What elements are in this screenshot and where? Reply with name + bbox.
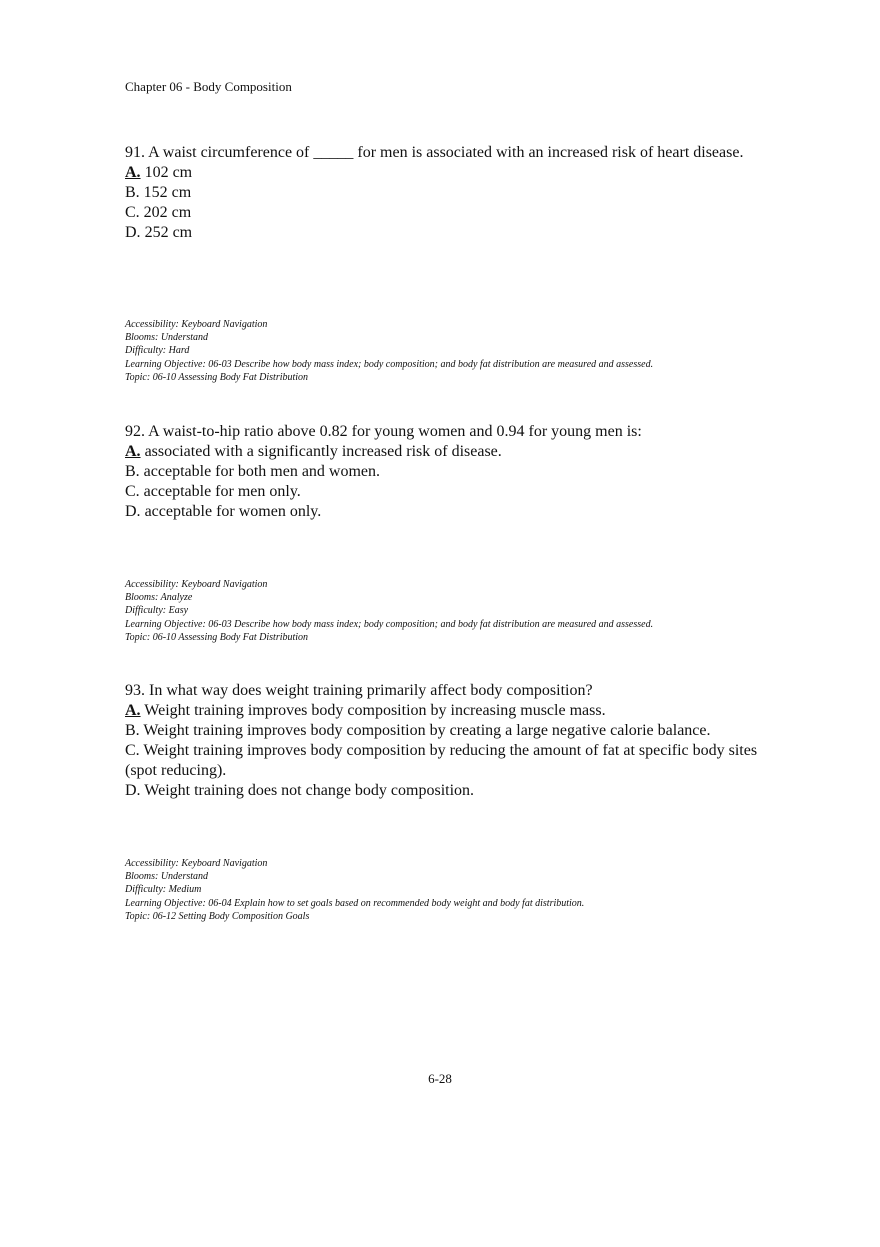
option-d <box>125 781 785 801</box>
question-93 <box>125 681 785 801</box>
option-letter-correct: A. <box>125 702 141 719</box>
option-text: Weight training does not change body composition. <box>140 782 475 799</box>
option-text: acceptable for men only. <box>139 483 301 500</box>
option-letter-correct: A. <box>125 443 141 460</box>
question-92-metadata <box>125 578 765 644</box>
option-text: 252 cm <box>140 224 193 241</box>
option-b <box>125 183 785 203</box>
question-91-metadata <box>125 318 765 384</box>
option-b <box>125 721 785 741</box>
meta-accessibility: Accessibility: Keyboard Navigation <box>125 858 268 869</box>
question-stem: 93. In what way does weight training primarily affect body composition? <box>125 682 593 699</box>
option-letter: C. <box>125 742 140 759</box>
question-93-metadata <box>125 857 765 923</box>
meta-difficulty: Difficulty: Hard <box>125 345 190 357</box>
option-text: Weight training improves body composition by reducing the amount of fat at specific body sites (spot reducing). <box>125 742 758 779</box>
option-d <box>125 502 785 522</box>
option-a <box>125 442 785 462</box>
meta-blooms: Blooms: Analyze <box>125 592 193 604</box>
meta-blooms: Blooms: Understand <box>125 332 209 344</box>
meta-learning-objective: Learning Objective: 06-03 Describe how body mass index; body composition; and body fat distribution are measured and assessed. <box>125 358 654 370</box>
option-letter: D. <box>125 224 141 241</box>
meta-learning-objective: Learning Objective: 06-03 Describe how body mass index; body composition; and body fat distribution are measured and assessed. <box>125 618 654 630</box>
meta-learning-objective: Learning Objective: 06-04 Explain how to set goals based on recommended body weight and body fat distribution. <box>125 897 585 909</box>
option-a <box>125 701 785 721</box>
option-letter: B. <box>125 722 140 739</box>
meta-topic: Topic: 06-10 Assessing Body Fat Distribution <box>125 631 309 643</box>
question-stem: 91. A waist circumference of _____ for men is associated with an increased risk of heart disease. <box>125 144 744 161</box>
option-text: 202 cm <box>139 204 192 221</box>
option-b <box>125 462 785 482</box>
question-91 <box>125 143 785 243</box>
option-letter: C. <box>125 204 140 221</box>
meta-accessibility: Accessibility: Keyboard Navigation <box>125 319 268 330</box>
option-c <box>125 482 785 502</box>
option-letter-correct: A. <box>125 164 141 181</box>
page-number: 6-28 <box>428 1071 452 1086</box>
option-c <box>125 741 785 781</box>
option-letter: B. <box>125 463 140 480</box>
meta-blooms: Blooms: Understand <box>125 871 209 883</box>
meta-topic: Topic: 06-10 Assessing Body Fat Distribution <box>125 371 309 383</box>
question-92 <box>125 422 785 522</box>
option-text: associated with a significantly increased risk of disease. <box>140 443 502 460</box>
meta-topic: Topic: 06-12 Setting Body Composition Goals <box>125 910 310 922</box>
option-text: acceptable for both men and women. <box>139 463 381 480</box>
running-header: Chapter 06 - Body Composition <box>125 79 292 94</box>
meta-difficulty: Difficulty: Easy <box>125 605 189 617</box>
option-c <box>125 203 785 223</box>
option-text: 152 cm <box>139 184 192 201</box>
question-stem: 92. A waist-to-hip ratio above 0.82 for young women and 0.94 for young men is: <box>125 423 642 440</box>
option-a <box>125 163 785 183</box>
option-text: 102 cm <box>140 164 193 181</box>
option-letter: B. <box>125 184 140 201</box>
option-text: acceptable for women only. <box>140 503 322 520</box>
meta-difficulty: Difficulty: Medium <box>125 884 202 896</box>
meta-accessibility: Accessibility: Keyboard Navigation <box>125 579 268 590</box>
option-letter: D. <box>125 782 141 799</box>
option-letter: C. <box>125 483 140 500</box>
option-d <box>125 223 785 243</box>
option-text: Weight training improves body composition by increasing muscle mass. <box>140 702 606 719</box>
option-letter: D. <box>125 503 141 520</box>
option-text: Weight training improves body composition by creating a large negative calorie balance. <box>139 722 711 739</box>
